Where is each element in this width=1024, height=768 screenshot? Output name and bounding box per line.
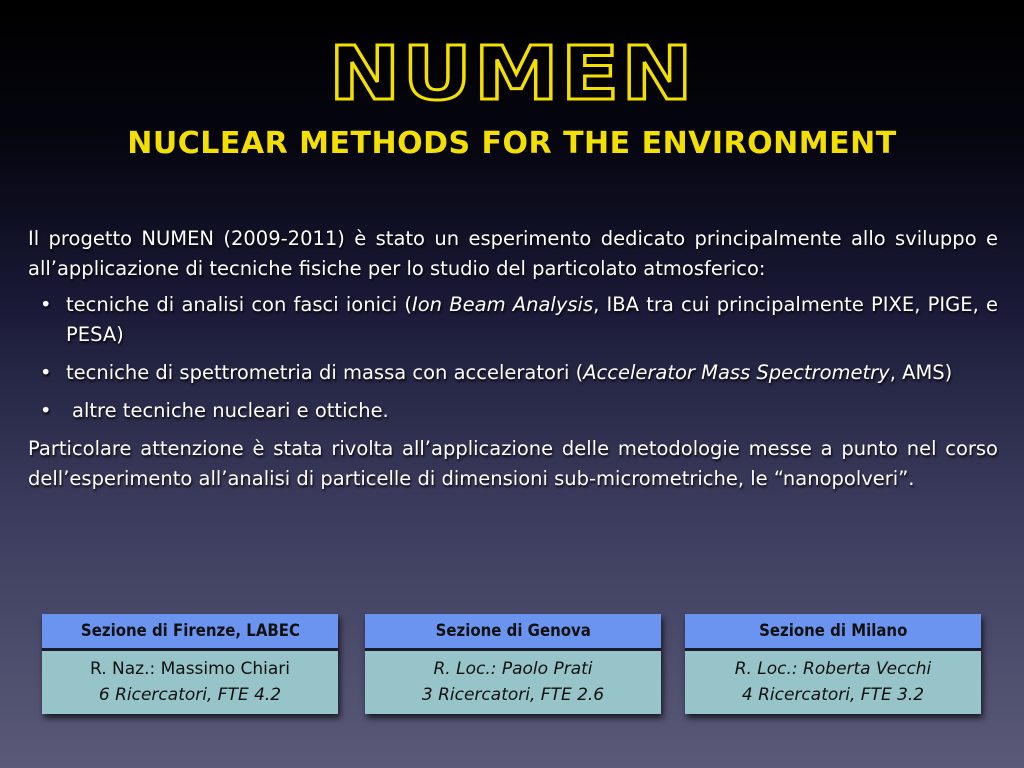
- bullet-marker: •: [40, 399, 52, 422]
- bullet-item: [28, 358, 998, 388]
- section-details: [685, 651, 981, 714]
- closing-paragraph: Particolare attenzione è stata rivolta all’applicazione delle metodologie messe a punto nel corso dell’esperimento all’analisi di particelle di dimensioni sub-micrometriche, le “nanopolveri”.: [28, 437, 998, 490]
- section-details: [365, 651, 661, 714]
- section-leader: R. Loc.: Paolo Prati: [433, 659, 593, 679]
- section-heading: Sezione di Firenze, LABEC: [42, 614, 338, 651]
- bullet-marker: •: [40, 361, 52, 384]
- slide-body: [28, 224, 998, 494]
- slide-title: NUMEN: [329, 31, 695, 117]
- section-staff: 3 Ricercatori, FTE 2.6: [421, 685, 605, 705]
- bullet-item: [28, 290, 998, 350]
- section-box-firenze: [42, 614, 338, 714]
- section-box-genova: [365, 614, 661, 714]
- bullet-text: altre tecniche nucleari e ottiche.: [72, 399, 389, 422]
- section-staff: 4 Ricercatori, FTE 3.2: [741, 685, 925, 705]
- section-heading: Sezione di Milano: [685, 614, 981, 651]
- section-leader: R. Loc.: Roberta Vecchi: [734, 659, 932, 679]
- section-heading: Sezione di Genova: [365, 614, 661, 651]
- bullet-text: tecniche di analisi con fasci ionici (Ion Beam Analysis, IBA tra cui principalmente PIXE, PIGE, e PESA): [66, 293, 998, 346]
- intro-paragraph: Il progetto NUMEN (2009-2011) è stato un esperimento dedicato principalmente allo sviluppo e all’applicazione di tecniche fisiche per lo studio del particolato atmosferico:: [28, 227, 998, 280]
- bullet-marker: •: [40, 293, 52, 316]
- bullet-list: [28, 290, 998, 426]
- section-leader: R. Naz.: Massimo Chiari: [90, 659, 290, 679]
- section-staff: 6 Ricercatori, FTE 4.2: [98, 685, 282, 705]
- section-box-milano: [685, 614, 981, 714]
- slide-subtitle: NUCLEAR METHODS FOR THE ENVIRONMENT: [127, 126, 897, 161]
- section-details: [42, 651, 338, 714]
- bullet-text: tecniche di spettrometria di massa con acceleratori (Accelerator Mass Spectrometry, AMS): [66, 361, 953, 384]
- bullet-item: [28, 396, 998, 426]
